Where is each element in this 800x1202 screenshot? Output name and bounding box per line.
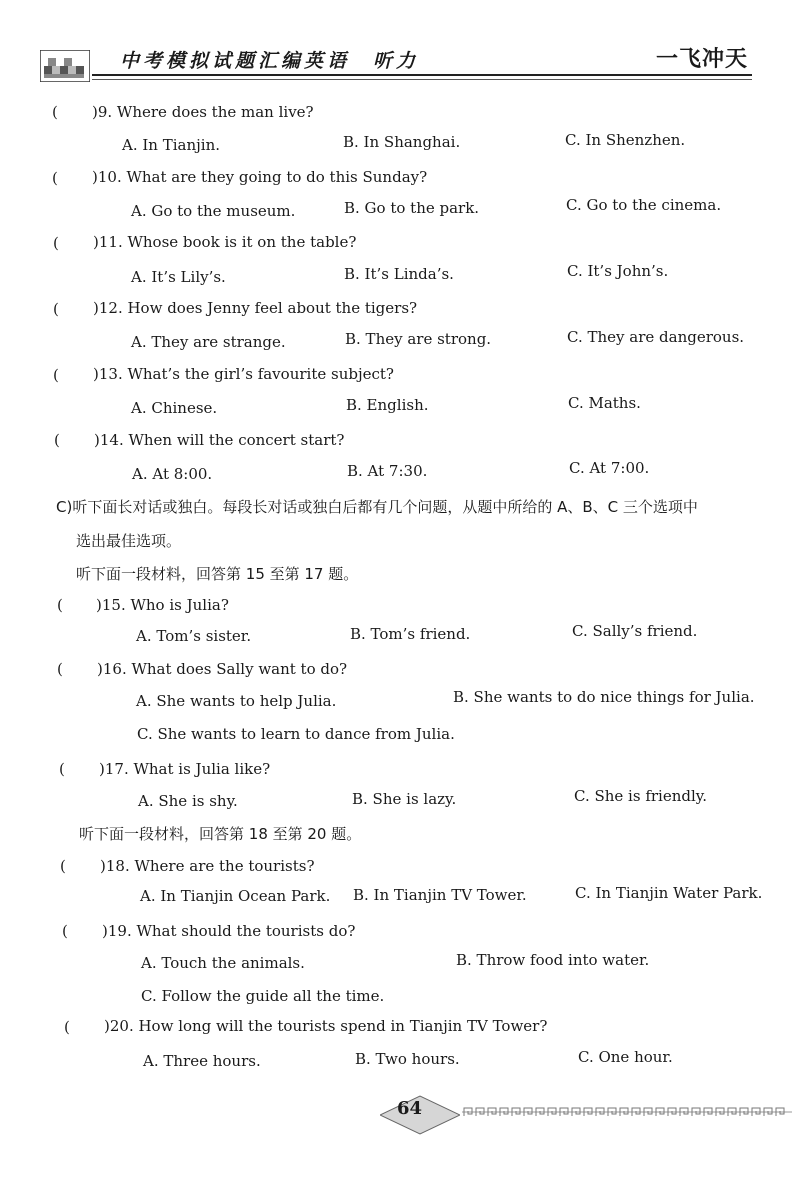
option-b: B. Tom’s friend.: [350, 625, 471, 643]
section-c-part1: 听下面一段材料，回答第 15 至第 17 题。: [76, 565, 359, 583]
option-c: C. She is friendly.: [574, 787, 708, 805]
option-a: A. She is shy.: [138, 792, 238, 810]
question-stem: )17. What is Julia like?: [99, 760, 271, 778]
option-a: A. Touch the animals.: [141, 954, 305, 972]
answer-blank: (: [53, 234, 59, 252]
footer-greek-key: [462, 1106, 792, 1118]
question-stem: )12. How does Jenny feel about the tigers?: [93, 299, 418, 317]
option-a: A. Three hours.: [143, 1052, 261, 1070]
question-stem: )13. What’s the girl’s favourite subject?: [93, 365, 394, 383]
option-c: C. Sally’s friend.: [572, 622, 698, 640]
answer-blank: (: [52, 103, 58, 121]
option-c: C. She wants to learn to dance from Julia.: [137, 725, 455, 743]
option-a: A. It’s Lily’s.: [131, 268, 226, 286]
section-c-part2: 听下面一段材料，回答第 18 至第 20 题。: [79, 825, 362, 843]
page-number: 64: [397, 1098, 423, 1119]
option-c: C. It’s John’s.: [567, 262, 669, 280]
option-a: A. She wants to help Julia.: [136, 692, 337, 710]
option-c: C. At 7:00.: [569, 459, 650, 477]
answer-blank: (: [64, 1018, 70, 1036]
option-c: C. In Tianjin Water Park.: [575, 884, 763, 902]
option-c: C. One hour.: [578, 1048, 673, 1066]
question-stem: )9. Where does the man live?: [92, 103, 314, 121]
header-rule: [92, 74, 752, 76]
option-b: B. Throw food into water.: [456, 951, 650, 969]
header-rule-thin: [92, 79, 752, 80]
option-c: C. Maths.: [568, 394, 641, 412]
option-b: B. It’s Linda’s.: [344, 265, 454, 283]
question-stem: )19. What should the tourists do?: [102, 922, 356, 940]
answer-blank: (: [62, 922, 68, 940]
question-stem: )15. Who is Julia?: [96, 596, 229, 614]
answer-blank: (: [57, 596, 63, 614]
option-b: B. At 7:30.: [347, 462, 428, 480]
header-title: 中考模拟试题汇编英语 听力: [120, 50, 420, 72]
option-a: A. Go to the museum.: [131, 202, 296, 220]
option-c: C. In Shenzhen.: [565, 131, 686, 149]
answer-blank: (: [53, 366, 59, 384]
option-c: C. Follow the guide all the time.: [141, 987, 385, 1005]
option-c: C. Go to the cinema.: [566, 196, 722, 214]
section-c-instruction-cont: 选出最佳选项。: [76, 532, 182, 550]
option-a: A. Tom’s sister.: [136, 627, 252, 645]
option-b: B. Go to the park.: [344, 199, 480, 217]
option-a: A. They are strange.: [131, 333, 286, 351]
answer-blank: (: [59, 760, 65, 778]
answer-blank: (: [60, 857, 66, 875]
option-c: C. They are dangerous.: [567, 328, 745, 346]
question-stem: )10. What are they going to do this Sunday?: [92, 168, 428, 186]
section-c-instruction: C)听下面长对话或独白。每段长对话或独白后都有几个问题，从题中所给的 A、B、C 三个选项中: [56, 498, 698, 516]
question-stem: )14. When will the concert start?: [94, 431, 345, 449]
question-stem: )11. Whose book is it on the table?: [93, 233, 357, 251]
answer-blank: (: [57, 660, 63, 678]
question-stem: )16. What does Sally want to do?: [97, 660, 348, 678]
option-b: B. In Shanghai.: [343, 133, 461, 151]
answer-blank: (: [53, 300, 59, 318]
page-header: [0, 0, 800, 90]
answer-blank: (: [54, 431, 60, 449]
option-b: B. She wants to do nice things for Julia.: [453, 688, 755, 706]
header-brand: 一飞冲天: [656, 47, 749, 72]
answer-blank: (: [52, 169, 58, 187]
option-b: B. Two hours.: [355, 1050, 460, 1068]
option-a: A. At 8:00.: [132, 465, 213, 483]
option-a: A. In Tianjin Ocean Park.: [140, 887, 331, 905]
question-stem: )20. How long will the tourists spend in Tianjin TV Tower?: [104, 1017, 548, 1035]
option-b: B. They are strong.: [345, 330, 492, 348]
question-stem: )18. Where are the tourists?: [100, 857, 315, 875]
option-b: B. In Tianjin TV Tower.: [353, 886, 527, 904]
checker-logo-icon: [40, 50, 90, 82]
option-b: B. She is lazy.: [352, 790, 457, 808]
option-a: A. In Tianjin.: [122, 136, 221, 154]
option-b: B. English.: [346, 396, 429, 414]
option-a: A. Chinese.: [131, 399, 218, 417]
